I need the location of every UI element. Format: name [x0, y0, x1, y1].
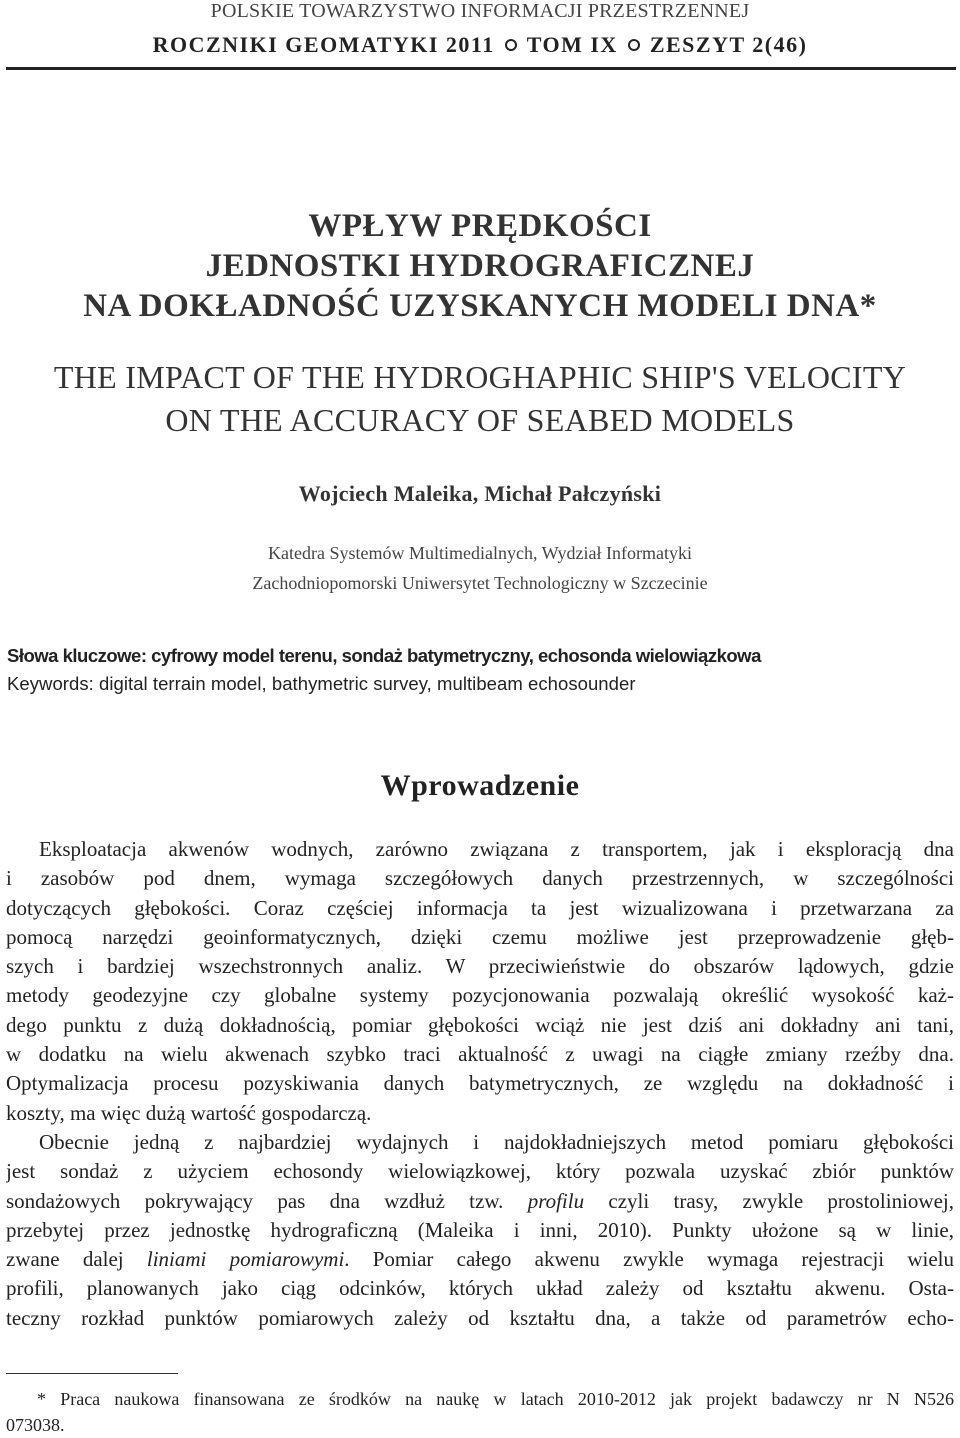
footnote-line: 073038. [6, 1415, 65, 1435]
title-polish-line: WPŁYW PRĘDKOŚCI [308, 208, 652, 244]
title-polish-line: JEDNOSTKI HYDROGRAFICZNEJ [205, 248, 755, 284]
affiliation-line: Zachodniopomorski Uniwersytet Technologiczny w Szczecinie [252, 573, 708, 593]
text-line [6, 1187, 954, 1216]
text-line: koszty, ma więc dużą wartość gospodarczą. [6, 1100, 372, 1125]
text-run: sondażowych pokrywający pas dna wzdłuż tzw. [6, 1188, 528, 1213]
text-line: jest sondaż z użyciem echosondy wielowiązkowej, który pozwala uzyskać zbiór punktów [6, 1159, 954, 1184]
text-line: dotyczących głębokości. Coraz częściej informacja ta jest wizualizowana i przetwarzana za [6, 895, 954, 920]
title-english [0, 356, 960, 442]
emphasized-term: liniami pomiarowymi [146, 1247, 345, 1272]
title-polish [0, 206, 960, 326]
footnote [6, 1386, 954, 1438]
authors: Wojciech Maleika, Michał Pałczyński [298, 481, 662, 506]
text-line: metody geodezyjne czy globalne systemy pozycjonowania pozwalają określić wysokość każ- [6, 983, 954, 1008]
keywords-polish: Słowa kluczowe: cyfrowy model terenu, sondaż batymetryczny, echosonda wielowiązkowa [7, 645, 761, 666]
journal-name: ROCZNIKI GEOMATYKI 2011 [152, 32, 495, 57]
text-line: teczny rozkład punktów pomiarowych zależy od kształtu dna, a także od parametrów echo- [6, 1305, 954, 1330]
text-line: pomocą narzędzi geoinformatycznych, dzięki czemu możliwe jest przeprowadzenie głęb- [6, 924, 954, 949]
text-line: Eksploatacja akwenów wodnych, zarówno związana z transportem, jak i eksploracją dna [39, 837, 954, 861]
title-english-line: THE IMPACT OF THE HYDROGHAPHIC SHIP'S VELOCITY [53, 359, 907, 395]
paragraph [6, 835, 954, 1128]
volume-label: TOM IX [526, 32, 618, 57]
text-line: Obecnie jedną z najbardziej wydajnych i najdokładniejszych metod pomiaru głębokości [39, 1129, 954, 1154]
affiliation [0, 538, 960, 598]
text-line: dego punktu z dużą dokładnością, pomiar głębokości wciąż nie jest dziś ani dokładny ani tani, [6, 1012, 954, 1037]
journal-header [0, 30, 960, 60]
text-line: w dodatku na wielu akwenach szybko traci aktualność z uwagi na ciągłe zmiany rzeźby dna. [6, 1042, 954, 1067]
header-rule [6, 67, 956, 70]
title-polish-line: NA DOKŁADNOŚĆ UZYSKANYCH MODELI DNA* [83, 288, 877, 324]
text-line: przebytej przez jednostkę hydrograficzną (Maleika i inni, 2010). Punkty ułożone są w linie, [6, 1217, 954, 1242]
affiliation-line: Katedra Systemów Multimedialnych, Wydział Informatyki [268, 543, 692, 563]
bullet-circle-icon [505, 39, 517, 51]
text-line [6, 1245, 954, 1274]
bullet-circle-icon [628, 39, 640, 51]
footnote-rule [6, 1373, 178, 1374]
keywords-english: Keywords: digital terrain model, bathymetric survey, multibeam echosounder [7, 673, 636, 694]
text-run: . Pomiar całego akwenu zwykle wymaga rejestracji wielu [344, 1247, 954, 1272]
text-run: czyli trasy, zwykle prostoliniowej, [584, 1188, 954, 1213]
text-line: profili, planowanych jako ciąg odcinków, których układ zależy od kształtu akwenu. Osta- [6, 1276, 954, 1301]
text-line: Optymalizacja procesu pozyskiwania danych batymetrycznych, ze względu na dokładność i [6, 1071, 954, 1096]
issue-label: ZESZYT 2(46) [649, 32, 808, 57]
text-line: i zasobów pod dnem, wymaga szczegółowych danych przestrzennych, w szczególności [6, 866, 954, 891]
body-text [6, 835, 954, 1333]
text-run: zwane dalej [6, 1247, 147, 1272]
society-name: POLSKIE TOWARZYSTWO INFORMACJI PRZESTRZENNEJ [210, 0, 750, 22]
emphasized-term: profilu [527, 1188, 585, 1213]
paragraph [6, 1128, 954, 1333]
footnote-line: * Praca naukowa finansowana ze środków na naukę w latach 2010-2012 jak projekt badawczy nr N N526 [37, 1389, 954, 1409]
title-english-line: ON THE ACCURACY OF SEABED MODELS [165, 402, 795, 438]
section-heading: Wprowadzenie [380, 769, 580, 802]
text-line: szych i bardziej wszechstronnych analiz. W przeciwieństwie do obszarów lądowych, gdzie [6, 954, 954, 979]
